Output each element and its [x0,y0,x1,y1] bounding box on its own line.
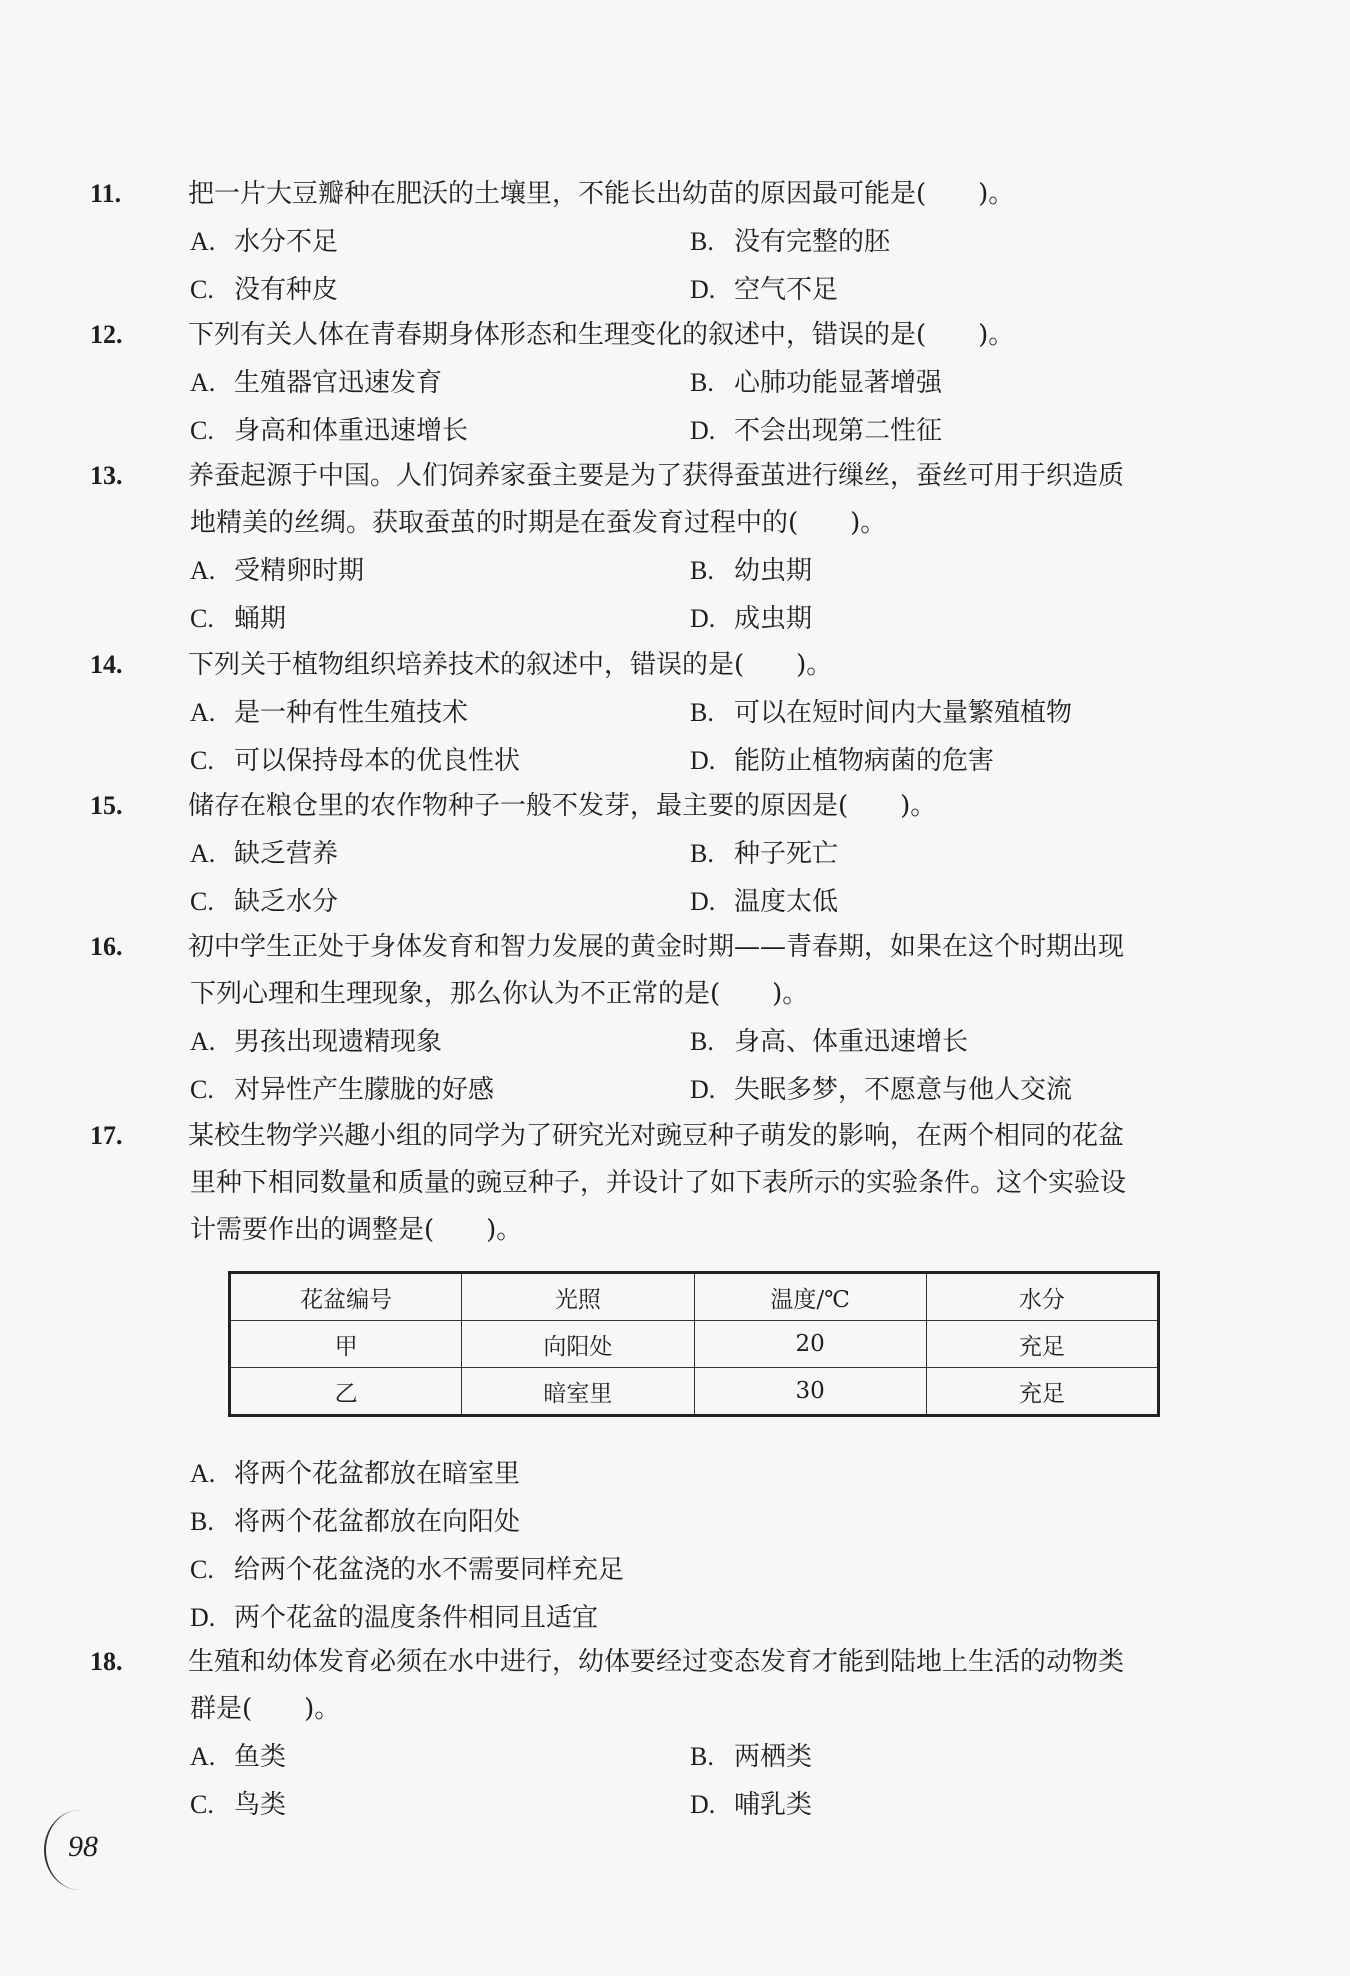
option-d [690,407,1190,455]
option-letter: B. [690,698,714,727]
option-a [190,547,690,595]
option-letter: A. [190,839,216,868]
table-cell: 乙 [230,1368,462,1416]
option-letter: B. [690,227,714,256]
question-text: 下列心理和生理现象，那么你认为不正常的是( )。 [190,979,809,1009]
option-letter: B. [690,1742,714,1771]
option-letter: A. [190,1459,216,1488]
table-cell: 甲 [230,1321,462,1368]
question-stem [90,1638,1200,1686]
option-b [690,359,1190,407]
option-text: 生殖器官迅速发育 [234,368,443,398]
option-text: 能防止植物病菌的危害 [734,746,995,776]
option-letter: A. [190,227,216,256]
option-text: 没有完整的胚 [734,227,891,257]
question-number: 14. [90,650,123,679]
option-letter: A. [190,1742,216,1771]
question-18 [90,1638,1200,1829]
table-cell: 暗室里 [462,1368,694,1416]
question-number: 18. [90,1647,123,1676]
option-text: 水分不足 [234,227,339,257]
option-c [190,595,690,643]
table-cell: 向阳处 [462,1321,694,1368]
option-letter: C. [190,604,214,633]
question-stem-continued [140,1160,1200,1207]
question-text: 里种下相同数量和质量的豌豆种子，并设计了如下表所示的实验条件。这个实验设 [190,1168,1127,1198]
option-d [140,1594,1200,1642]
option-letter: A. [190,1027,216,1056]
table-row [230,1368,1159,1416]
question-16 [90,923,1200,1114]
option-a [190,689,690,737]
option-letter: C. [190,1790,214,1819]
column-header: 光照 [462,1273,694,1321]
column-header: 花盆编号 [230,1273,462,1321]
table-cell: 充足 [926,1321,1158,1368]
option-c [190,737,690,785]
question-13 [90,452,1200,643]
question-text: 储存在粮仓里的农作物种子一般不发芽，最主要的原因是( )。 [188,791,937,821]
option-letter: C. [190,746,214,775]
option-text: 空气不足 [734,275,839,305]
column-header: 温度/℃ [694,1273,926,1321]
option-letter: A. [190,368,216,397]
option-text: 鸟类 [234,1790,287,1820]
option-letter: C. [190,275,214,304]
question-text: 群是( )。 [190,1694,341,1724]
question-text: 计需要作出的调整是( )。 [190,1215,523,1245]
option-text: 可以保持母本的优良性状 [234,746,521,776]
option-letter: C. [190,416,214,445]
option-text: 身高和体重迅速增长 [234,416,469,446]
question-number: 17. [90,1121,123,1150]
option-text: 成虫期 [734,604,813,634]
question-text: 初中学生正处于身体发育和智力发展的黄金时期——青春期，如果在这个时期出现 [188,932,1125,962]
option-c [190,266,690,314]
option-letter: D. [690,604,716,633]
option-letter: C. [190,1555,214,1584]
option-text: 缺乏营养 [234,839,339,869]
option-d [690,266,1190,314]
question-number: 13. [90,461,123,490]
option-a [190,830,690,878]
option-text: 将两个花盆都放在暗室里 [234,1459,521,1489]
option-text: 没有种皮 [234,275,339,305]
option-letter: B. [690,839,714,868]
column-header: 水分 [926,1273,1158,1321]
table-row [230,1321,1159,1368]
option-d [690,1066,1190,1114]
option-letter: C. [190,887,214,916]
question-text: 把一片大豆瓣种在肥沃的土壤里，不能长出幼苗的原因最可能是( )。 [188,179,1015,209]
option-b [690,689,1190,737]
option-d [690,1781,1190,1829]
option-letter: D. [690,746,716,775]
option-letter: A. [190,698,216,727]
option-text: 心肺功能显著增强 [734,368,943,398]
question-number: 16. [90,932,123,961]
option-d [690,878,1190,926]
option-text: 幼虫期 [734,556,813,586]
table-cell: 20 [694,1321,926,1368]
option-letter: B. [690,368,714,397]
question-stem-continued [140,500,1200,547]
option-text: 男孩出现遗精现象 [234,1027,443,1057]
option-text: 可以在短时间内大量繁殖植物 [734,698,1073,728]
question-number: 15. [90,791,123,820]
question-17 [90,1112,1200,1254]
option-c [190,1781,690,1829]
option-letter: D. [690,887,716,916]
option-c [190,407,690,455]
option-text: 两个花盆的温度条件相同且适宜 [234,1603,599,1633]
experiment-table [228,1271,1160,1417]
question-text: 某校生物学兴趣小组的同学为了研究光对豌豆种子萌发的影响，在两个相同的花盆 [188,1121,1125,1151]
question-number: 11. [90,179,122,208]
option-text: 不会出现第二性征 [734,416,943,446]
table-header-row [230,1273,1159,1321]
option-text: 受精卵时期 [234,556,365,586]
option-b [690,218,1190,266]
option-text: 失眠多梦，不愿意与他人交流 [734,1075,1073,1105]
option-b [690,547,1190,595]
option-text: 将两个花盆都放在向阳处 [234,1507,521,1537]
option-c [190,1066,690,1114]
option-text: 两栖类 [734,1742,813,1772]
option-c [140,1546,1200,1594]
option-letter: B. [690,1027,714,1056]
option-text: 缺乏水分 [234,887,339,917]
question-text: 下列有关人体在青春期身体形态和生理变化的叙述中，错误的是( )。 [188,320,1015,350]
option-a [190,1733,690,1781]
option-a [190,218,690,266]
option-letter: D. [190,1603,216,1632]
page-number: 98 [68,1830,98,1863]
option-a [190,1018,690,1066]
question-stem [90,452,1200,500]
option-a [140,1450,1200,1498]
option-letter: A. [190,556,216,585]
question-stem-continued [140,1686,1200,1733]
option-text: 鱼类 [234,1742,287,1772]
option-b [690,830,1190,878]
question-stem [90,1112,1200,1160]
option-letter: C. [190,1075,214,1104]
option-letter: D. [690,1790,716,1819]
question-stem-continued [140,971,1200,1018]
question-stem [90,170,1200,218]
question-text: 养蚕起源于中国。人们饲养家蚕主要是为了获得蚕茧进行缫丝，蚕丝可用于织造质 [188,461,1125,491]
option-b [140,1498,1200,1546]
option-text: 身高、体重迅速增长 [734,1027,969,1057]
question-stem-continued [140,1207,1200,1254]
question-stem [90,782,1200,830]
page-number-badge [44,1810,114,1890]
option-b [690,1733,1190,1781]
option-letter: D. [690,1075,716,1104]
question-number: 12. [90,320,123,349]
option-d [690,595,1190,643]
question-15 [90,782,1200,926]
option-text: 是一种有性生殖技术 [234,698,469,728]
question-stem [90,923,1200,971]
option-a [190,359,690,407]
table-cell: 充足 [926,1368,1158,1416]
option-letter: B. [690,556,714,585]
option-letter: B. [190,1507,214,1536]
question-text: 下列关于植物组织培养技术的叙述中，错误的是( )。 [188,650,833,680]
option-text: 蛹期 [234,604,287,634]
question-text: 生殖和幼体发育必须在水中进行，幼体要经过变态发育才能到陆地上生活的动物类 [188,1647,1125,1677]
option-text: 哺乳类 [734,1790,813,1820]
option-b [690,1018,1190,1066]
question-12 [90,311,1200,455]
question-14 [90,641,1200,785]
option-text: 给两个花盆浇的水不需要同样充足 [234,1555,625,1585]
question-17-options [140,1450,1200,1642]
option-d [690,737,1190,785]
question-stem [90,641,1200,689]
question-11 [90,170,1200,314]
table-cell: 30 [694,1368,926,1416]
option-c [190,878,690,926]
option-text: 温度太低 [734,887,839,917]
option-letter: D. [690,416,716,445]
option-text: 对异性产生朦胧的好感 [234,1075,495,1105]
option-letter: D. [690,275,716,304]
option-text: 种子死亡 [734,839,839,869]
question-stem [90,311,1200,359]
question-text: 地精美的丝绸。获取蚕茧的时期是在蚕发育过程中的( )。 [190,508,887,538]
